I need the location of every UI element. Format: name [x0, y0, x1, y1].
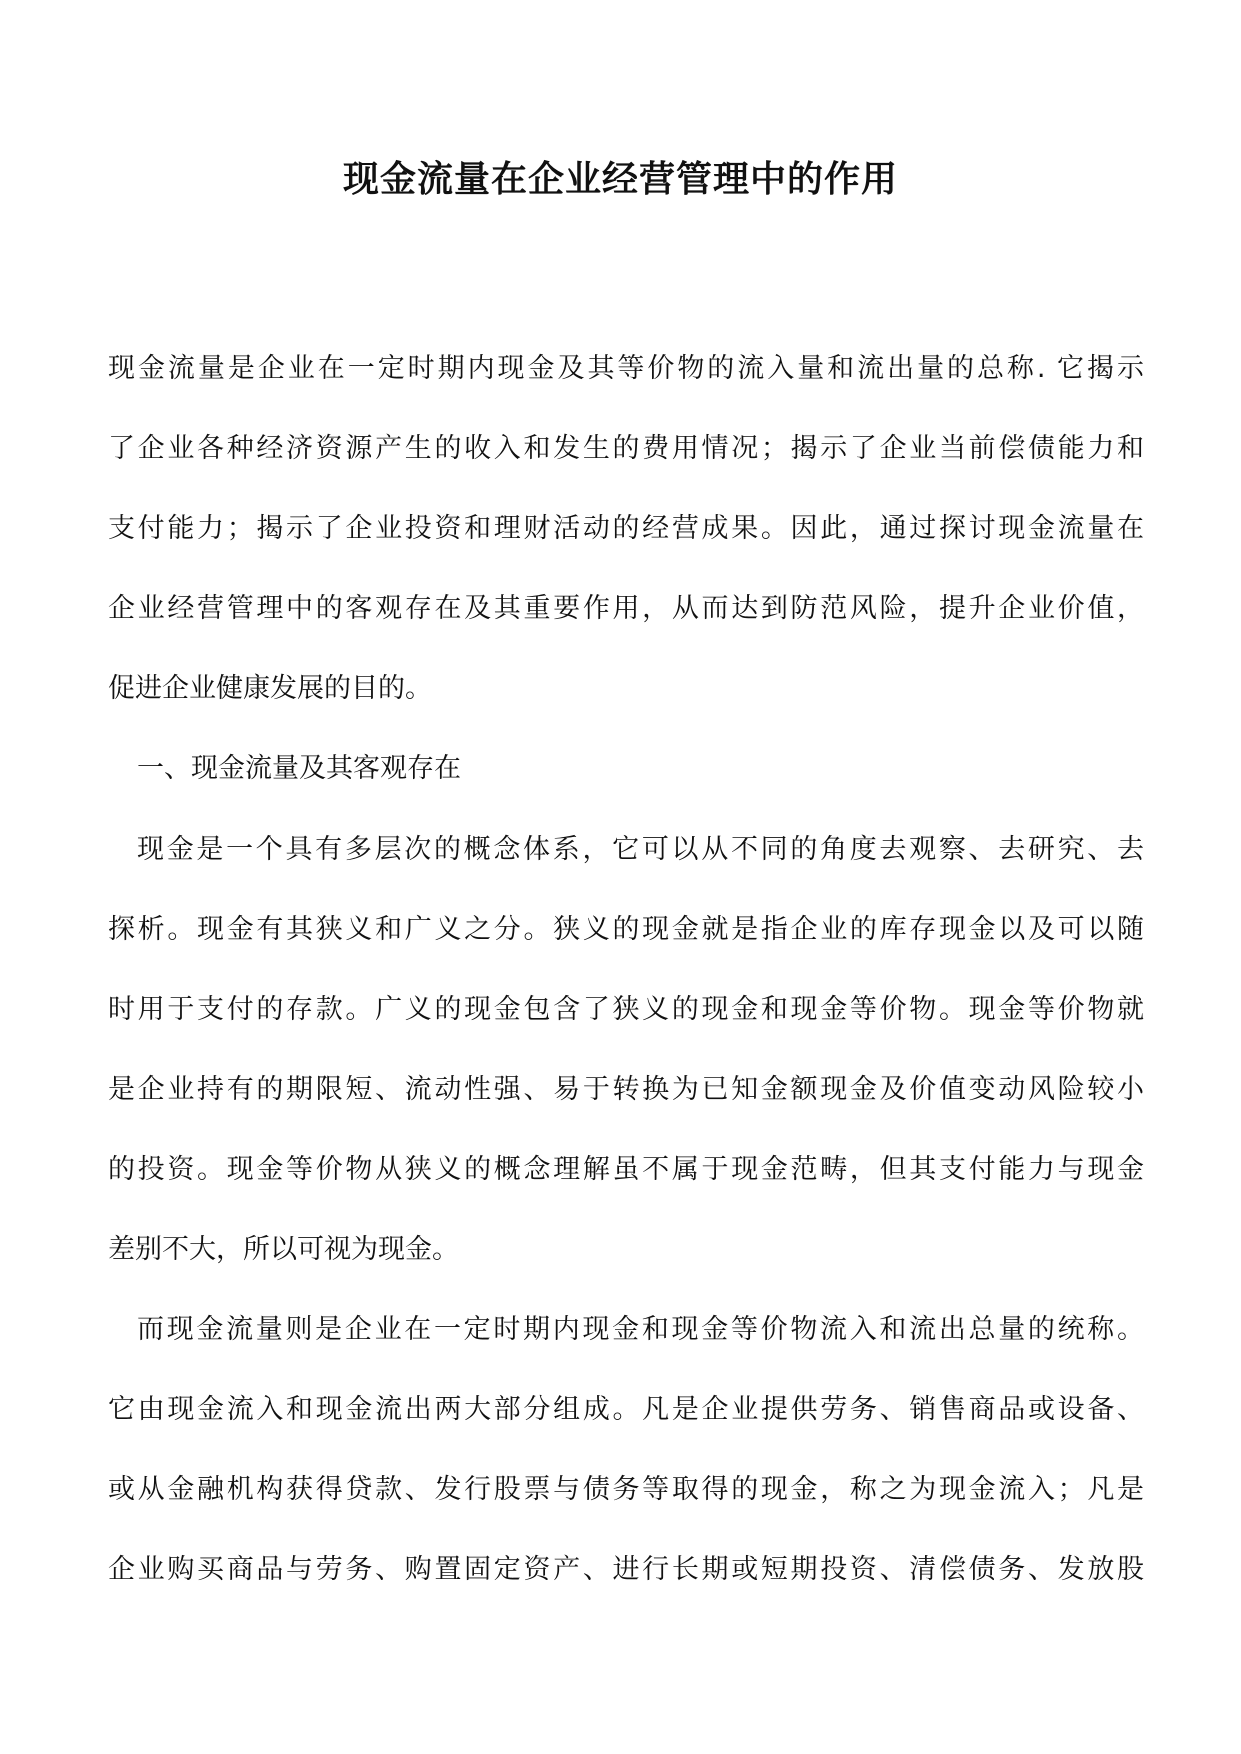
paragraph-1-line-1: 现金流量是企业在一定时期内现金及其等价物的流入量和流出量的总称. 它揭示 [108, 353, 1144, 384]
paragraph-3-line-3: 或从金融机构获得贷款、发行股票与债务等取得的现金，称之为现金流入；凡是 [108, 1474, 1144, 1505]
paragraph-1-line-2: 了企业各种经济资源产生的收入和发生的费用情况；揭示了企业当前偿债能力和 [108, 433, 1144, 464]
paragraph-2-line-1: 现金是一个具有多层次的概念体系，它可以从不同的角度去观察、去研究、去 [137, 834, 1144, 865]
document-title: 现金流量在企业经营管理中的作用 [342, 159, 898, 200]
paragraph-1-line-3: 支付能力；揭示了企业投资和理财活动的经营成果。因此，通过探讨现金流量在 [108, 513, 1144, 544]
paragraph-2-line-4: 是企业持有的期限短、流动性强、易于转换为已知金额现金及价值变动风险较小 [108, 1074, 1144, 1105]
paragraph-3-line-1: 而现金流量则是企业在一定时期内现金和现金等价物流入和流出总量的统称。 [137, 1314, 1144, 1345]
paragraph-2-line-5: 的投资。现金等价物从狭义的概念理解虽不属于现金范畴，但其支付能力与现金 [108, 1154, 1144, 1185]
section-1-heading: 一、现金流量及其客观存在 [137, 753, 461, 784]
paragraph-3-line-2: 它由现金流入和现金流出两大部分组成。凡是企业提供劳务、销售商品或设备、 [108, 1394, 1144, 1425]
paragraph-1-line-4: 企业经营管理中的客观存在及其重要作用，从而达到防范风险，提升企业价值， [108, 593, 1144, 624]
paragraph-3-line-4: 企业购买商品与劳务、购置固定资产、进行长期或短期投资、清偿债务、发放股 [108, 1554, 1144, 1585]
paragraph-2-line-6: 差别不大，所以可视为现金。 [108, 1234, 459, 1265]
paragraph-2-line-3: 时用于支付的存款。广义的现金包含了狭义的现金和现金等价物。现金等价物就 [108, 994, 1144, 1025]
paragraph-2-line-2: 探析。现金有其狭义和广义之分。狭义的现金就是指企业的库存现金以及可以随 [108, 914, 1144, 945]
paragraph-1-line-5: 促进企业健康发展的目的。 [108, 673, 432, 704]
